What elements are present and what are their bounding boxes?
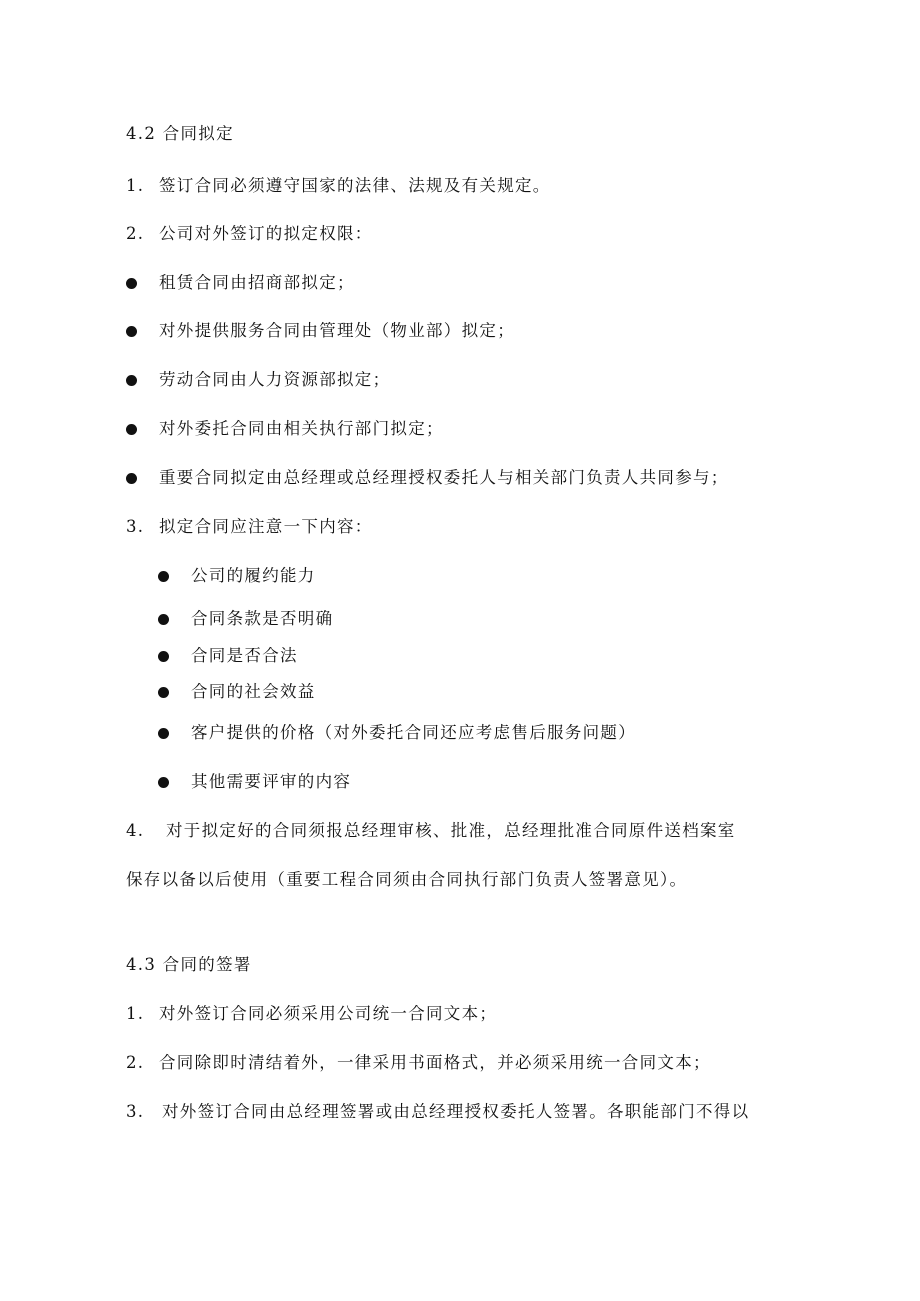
sub-bullet-text: 合同的社会效益 <box>191 682 316 701</box>
bullet-dot-icon <box>126 326 137 337</box>
item-text: 合同除即时清结着外，一律采用书面格式，并必须采用统一合同文本； <box>159 1053 711 1072</box>
item-number: 4. <box>126 821 145 840</box>
item-number: 3. <box>126 1102 145 1121</box>
item-text: 对外签订合同由总经理签署或由总经理授权委托人签署。各职能部门不得以 <box>162 1102 750 1121</box>
bullet-dot-icon <box>126 473 137 484</box>
sub-bullet-text: 其他需要评审的内容 <box>191 772 352 791</box>
item-number: 3. <box>126 517 145 536</box>
item-number: 1. <box>126 1004 145 1023</box>
bullet-dot-icon <box>158 571 169 582</box>
bullet-dot-icon <box>158 651 169 662</box>
sub-bullet-text: 合同条款是否明确 <box>191 609 334 628</box>
bullet-dot-icon <box>126 375 137 386</box>
bullet-dot-icon <box>158 777 169 788</box>
bullet-text: 对外委托合同由相关执行部门拟定； <box>159 419 444 438</box>
bullet-dot-icon <box>158 728 169 739</box>
item-text: 对外签订合同必须采用公司统一合同文本； <box>159 1004 498 1023</box>
section-heading-4-2: 4.2 合同拟定 <box>126 124 234 143</box>
item-text: 拟定合同应注意一下内容： <box>159 517 373 536</box>
bullet-text: 重要合同拟定由总经理或总经理授权委托人与相关部门负责人共同参与； <box>159 468 729 487</box>
bullet-text: 租赁合同由招商部拟定； <box>159 273 355 292</box>
sub-bullet-text: 合同是否合法 <box>191 646 298 665</box>
sub-bullet-text: 公司的履约能力 <box>191 566 316 585</box>
bullet-text: 劳动合同由人力资源部拟定； <box>159 370 391 389</box>
bullet-dot-icon <box>158 614 169 625</box>
item-text: 公司对外签订的拟定权限： <box>159 224 373 243</box>
bullet-dot-icon <box>158 687 169 698</box>
item-text: 对于拟定好的合同须报总经理审核、批准，总经理批准合同原件送档案室 <box>166 821 736 840</box>
section-heading-4-3: 4.3 合同的签署 <box>126 955 252 974</box>
item-number: 1. <box>126 176 145 195</box>
item-text: 签订合同必须遵守国家的法律、法规及有关规定。 <box>159 176 551 195</box>
item-number: 2. <box>126 1053 145 1072</box>
list-item-4-continuation: 保存以备以后使用（重要工程合同须由合同执行部门负责人签署意见）。 <box>126 870 688 889</box>
bullet-dot-icon <box>126 424 137 435</box>
bullet-dot-icon <box>126 278 137 289</box>
sub-bullet-text: 客户提供的价格（对外委托合同还应考虑售后服务问题） <box>191 723 636 742</box>
item-number: 2. <box>126 224 145 243</box>
bullet-text: 对外提供服务合同由管理处（物业部）拟定； <box>159 321 515 340</box>
